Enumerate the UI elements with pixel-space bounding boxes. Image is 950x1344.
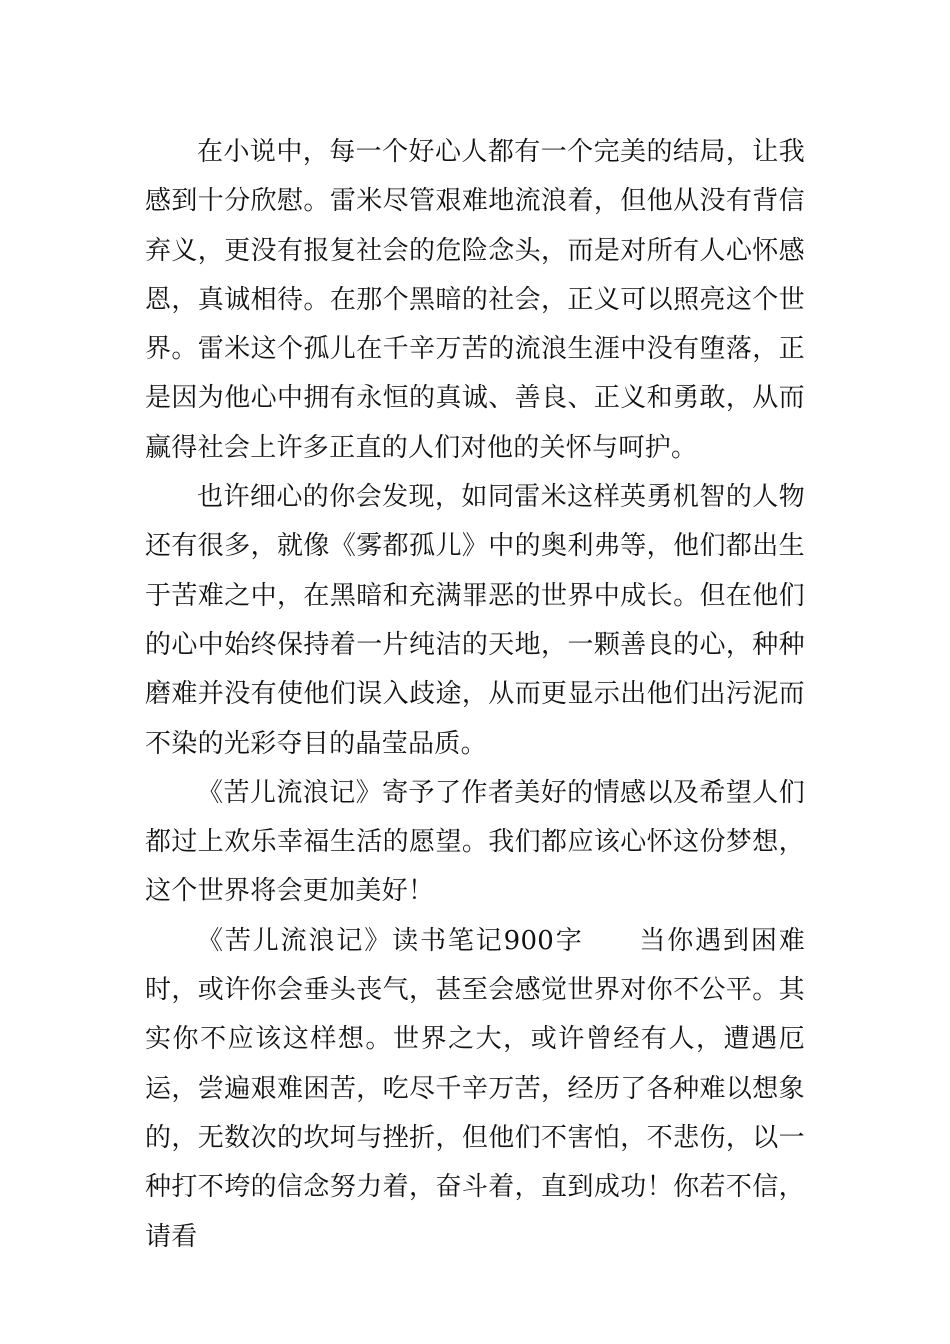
paragraph-1: 在小说中，每一个好心人都有一个完美的结局，让我感到十分欣慰。雷米尽管艰难地流浪着，但他从没有背信弃义，更没有报复社会的危险念头，而是对所有人心怀感恩，真诚相待。在那个黑暗的社会，正义可以照亮这个世界。雷米这个孤儿在千辛万苦的流浪生涯中没有堕落，正是因为他心中拥有永恒的真诚、善良、正义和勇敢，从而赢得社会上许多正直的人们对他的关怀与呵护。 <box>145 137 805 463</box>
paragraph-4: 《苦儿流浪记》读书笔记900字 当你遇到困难时，或许你会垂头丧气，甚至会感觉世界对你不公平。其实你不应该这样想。世界之大，或许曾经有人，遭遇厄运，尝遍艰难困苦，吃尽千辛万苦，经历了各种难以想象的，无数次的坎坷与挫折，但他们不害怕，不悲伤，以一种打不垮的信念努力着，奋斗着，直到成功！你若不信，请看 <box>145 925 805 1252</box>
paragraph-3: 《苦儿流浪记》寄予了作者美好的情感以及希望人们都过上欢乐幸福生活的愿望。我们都应该心怀这份梦想，这个世界将会更加美好！ <box>145 777 805 907</box>
document-body <box>145 128 805 1262</box>
paragraph-2: 也许细心的你会发现，如同雷米这样英勇机智的人物还有很多，就像《雾都孤儿》中的奥利弗等，他们都出生于苦难之中，在黑暗和充满罪恶的世界中成长。但在他们的心中始终保持着一片纯洁的天地，一颗善良的心，种种磨难并没有使他们误入歧途，从而更显示出他们出污泥而不染的光彩夺目的晶莹品质。 <box>145 482 805 759</box>
